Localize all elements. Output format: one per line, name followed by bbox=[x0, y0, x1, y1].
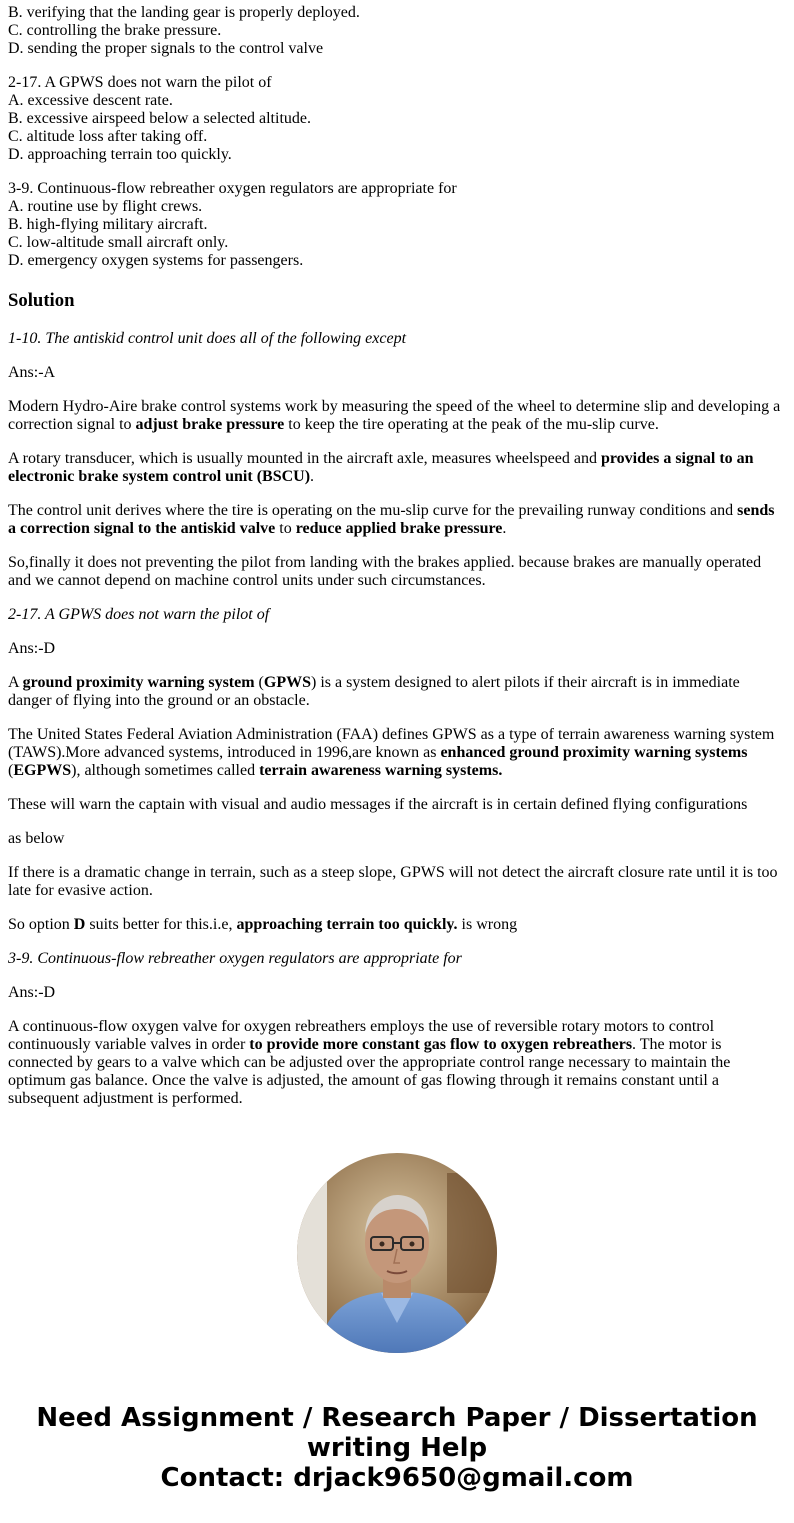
solution-2-paragraph: The United States Federal Aviation Administration (FAA) defines GPWS as a type of terrain awareness warning system (TAWS).More advanced systems, introduced in 1996,are known as enhanced ground proximity warning systems (EGPWS), although sometimes called terrain awareness warning systems. bbox=[8, 726, 775, 779]
solution-heading: Solution bbox=[8, 290, 75, 311]
solution-3-question: 3-9. Continuous-flow rebreather oxygen regulators are appropriate for bbox=[8, 950, 462, 967]
question-text: 2-17. A GPWS does not warn the pilot of bbox=[8, 74, 272, 91]
solution-1-paragraph: So,finally it does not preventing the pilot from landing with the brakes applied. because brakes are manually operated and we cannot depend on machine control units under such circumstances. bbox=[8, 554, 762, 589]
solution-1-answer: Ans:-A bbox=[8, 364, 56, 381]
question-3 bbox=[8, 180, 782, 270]
question-2 bbox=[8, 74, 782, 164]
option: A. excessive descent rate. bbox=[8, 92, 173, 109]
solution-2-paragraph: So option D suits better for this.i.e, approaching terrain too quickly. is wrong bbox=[8, 916, 518, 933]
solution-2-paragraph: A ground proximity warning system (GPWS) is a system designed to alert pilots if their aircraft is in immediate danger of flying into the ground or an obstacle. bbox=[8, 674, 740, 709]
solution-2-paragraph: These will warn the captain with visual and audio messages if the aircraft is in certain defined flying configurations bbox=[8, 796, 748, 813]
option: D. approaching terrain too quickly. bbox=[8, 146, 232, 163]
option: C. altitude loss after taking off. bbox=[8, 128, 208, 145]
option: C. controlling the brake pressure. bbox=[8, 22, 222, 39]
option: D. sending the proper signals to the control valve bbox=[8, 40, 324, 57]
solution-2-answer: Ans:-D bbox=[8, 640, 56, 657]
footer-contact[interactable]: Contact: drjack9650@gmail.com bbox=[160, 1463, 634, 1493]
q1-options-partial bbox=[8, 0, 782, 58]
question-text: 3-9. Continuous-flow rebreather oxygen regulators are appropriate for bbox=[8, 180, 457, 197]
footer-banner bbox=[0, 1403, 794, 1493]
solution-2-paragraph: If there is a dramatic change in terrain, such as a steep slope, GPWS will not detect the aircraft closure rate until it is too late for evasive action. bbox=[8, 864, 778, 899]
option: C. low-altitude small aircraft only. bbox=[8, 234, 229, 251]
footer-help-text: Need Assignment / Research Paper / Dissertation writing Help bbox=[36, 1403, 758, 1463]
solution-2-question: 2-17. A GPWS does not warn the pilot of bbox=[8, 606, 270, 623]
solution-1-paragraph: The control unit derives where the tire is operating on the mu-slip curve for the prevailing runway conditions and sends a correction signal to the antiskid valve to reduce applied brake pressure. bbox=[8, 502, 775, 537]
solution-3-answer: Ans:-D bbox=[8, 984, 56, 1001]
option: B. excessive airspeed below a selected altitude. bbox=[8, 110, 311, 127]
author-photo-icon bbox=[297, 1153, 497, 1353]
author-avatar bbox=[297, 1153, 497, 1353]
solution-2-paragraph: as below bbox=[8, 830, 65, 847]
solution-1-question: 1-10. The antiskid control unit does all of the following except bbox=[8, 330, 407, 347]
option: A. routine use by flight crews. bbox=[8, 198, 203, 215]
option: B. high-flying military aircraft. bbox=[8, 216, 208, 233]
solution-1-paragraph: A rotary transducer, which is usually mounted in the aircraft axle, measures wheelspeed and provides a signal to an electronic brake system control unit (BSCU). bbox=[8, 450, 754, 485]
document-body bbox=[8, 0, 782, 1124]
option: B. verifying that the landing gear is properly deployed. bbox=[8, 4, 360, 21]
solution-3-paragraph: A continuous-flow oxygen valve for oxygen rebreathers employs the use of reversible rotary motors to control continuously variable valves in order to provide more constant gas flow to oxygen rebreathers. The motor is connected by gears to a valve which can be adjusted over the appropriate control range necessary to maintain the optimum gas balance. Once the valve is adjusted, the amount of gas flowing through it remains constant until a subsequent adjustment is performed. bbox=[8, 1018, 731, 1107]
option: D. emergency oxygen systems for passengers. bbox=[8, 252, 304, 269]
solution-1-paragraph: Modern Hydro-Aire brake control systems work by measuring the speed of the wheel to determine slip and developing a correction signal to adjust brake pressure to keep the tire operating at the peak of the mu-slip curve. bbox=[8, 398, 781, 433]
